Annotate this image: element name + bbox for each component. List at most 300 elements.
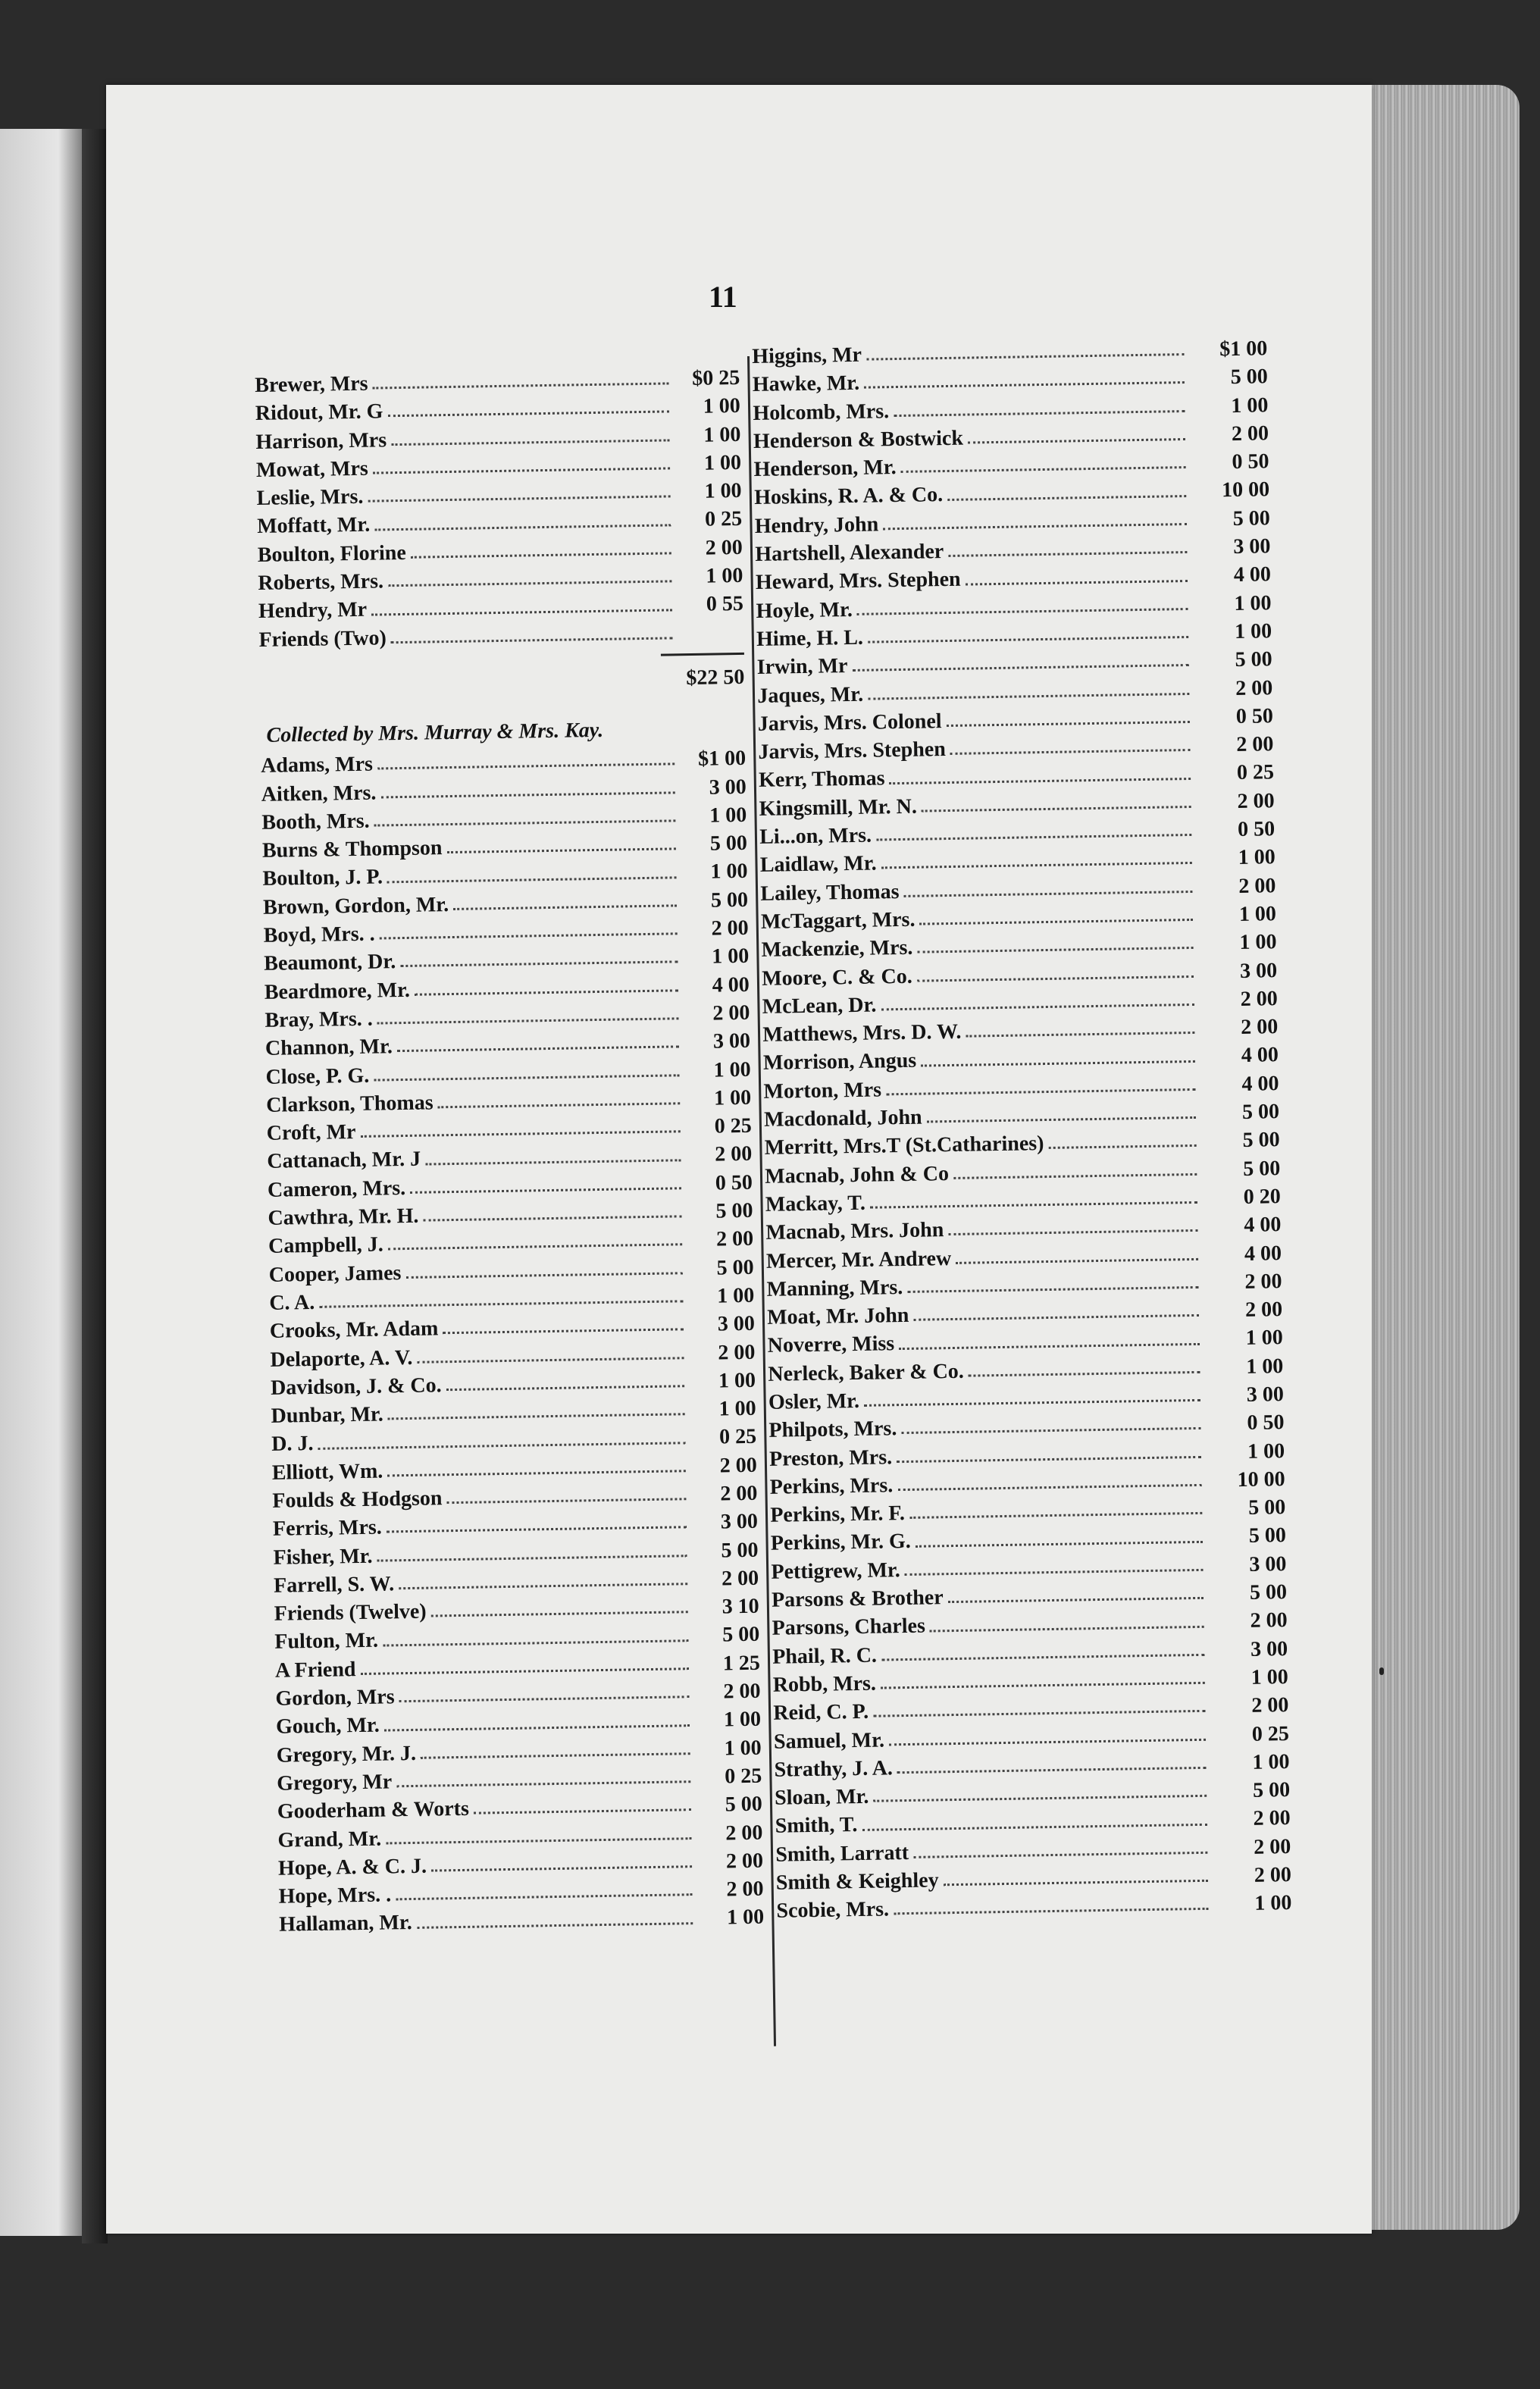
entry-name: Gregory, Mr [277,1770,393,1796]
dot-leader [921,1060,1195,1066]
entry-name: Boulton, Florine [257,540,407,567]
dot-leader [387,876,677,883]
entry-name: Holcomb, Mrs. [753,399,890,425]
dot-leader [913,1314,1199,1321]
dot-leader [399,1695,690,1702]
dot-leader [361,1131,681,1138]
collection-list [261,744,765,1939]
entry-amount: 2 00 [718,1340,756,1365]
entry-name: Croft, Mr [266,1120,356,1145]
entry-amount: 1 00 [1245,1326,1283,1351]
dot-leader [897,1456,1201,1463]
entry-name: Perkins, Mr. G. [770,1530,911,1556]
dot-leader [913,1852,1207,1858]
dot-leader [438,1102,681,1108]
entry-name: Davidson, J. & Co. [270,1373,442,1400]
entry-name: Close, P. G. [265,1063,370,1089]
entry-name: Moffatt, Mr. [256,513,371,539]
entry-name: Irwin, Mr [756,654,848,680]
entry-name: Leslie, Mrs. [256,484,364,511]
entry-amount: 1 00 [703,422,741,447]
entry-amount: 1 00 [710,859,748,885]
entry-name: Fisher, Mr. [273,1544,373,1570]
entry-name: Moat, Mr. John [766,1303,909,1329]
left-column [255,364,764,1940]
entry-amount: 5 00 [1241,1100,1280,1124]
entry-name: Morton, Mrs [763,1078,882,1104]
entry-name: Moore, C. & Co. [761,964,912,991]
dot-leader [417,1922,693,1929]
entry-amount: 1 00 [718,1396,756,1421]
dot-leader [922,806,1191,813]
entry-amount: 5 00 [1248,1523,1287,1548]
entry-amount: 2 00 [1251,1693,1289,1718]
entry-amount: 1 00 [1238,902,1277,926]
entry-name: Henderson, Mr. [753,456,897,482]
entry-name: Preston, Mrs. [768,1445,893,1471]
entry-name: Morrison, Angus [762,1049,917,1076]
dot-leader [948,551,1187,557]
entry-name: Brewer, Mrs [255,371,368,397]
dot-leader [431,1611,688,1617]
entry-amount: 3 00 [1233,534,1271,559]
entry-amount: $0 25 [691,365,740,390]
page-edges [1368,85,1520,2230]
entry-name: McTaggart, Mrs. [760,907,916,934]
entry-amount: 3 10 [721,1594,759,1619]
entry-amount: 3 00 [1249,1551,1287,1576]
entry-amount: 1 00 [704,479,742,503]
entry-name: Noverre, Miss [767,1332,895,1358]
dot-leader [966,580,1188,586]
dot-leader [873,1710,1205,1717]
entry-amount: 3 00 [709,775,747,800]
entry-name: Hope, A. & C. J. [277,1854,427,1880]
entry-amount: 1 00 [1234,590,1272,615]
dot-leader [905,1569,1204,1576]
dot-leader [410,1187,681,1194]
dot-leader [927,1116,1197,1123]
entry-name: Smith, T. [775,1813,858,1839]
entry-amount: 2 00 [1244,1269,1282,1294]
dot-leader [968,438,1185,444]
entry-name: McLean, Dr. [762,993,877,1019]
entry-name: Henderson & Bostwick [753,426,964,453]
entry-amount: 4 00 [1233,562,1272,587]
entry-amount: 2 00 [1237,788,1275,813]
dot-leader [391,637,673,643]
dot-leader [380,933,678,940]
entry-name: Manning, Mrs. [766,1275,903,1301]
entry-name: Strathy, J. A. [774,1756,894,1782]
entry-amount: 2 00 [726,1877,764,1902]
entry-amount: 1 00 [706,563,743,588]
dot-leader [948,1597,1204,1603]
dot-leader [386,1837,691,1844]
entry-name: Parsons, Charles [772,1614,926,1641]
entry-name: Macnab, John & Co [765,1161,950,1188]
entry-name: Boulton, J. P. [262,865,383,891]
entry-name: Ferris, Mrs. [272,1515,383,1542]
entry-amount: 0 50 [1247,1411,1285,1436]
entry-name: Lailey, Thomas [760,879,900,906]
entry-amount: 2 00 [720,1481,758,1506]
entry-amount: 3 00 [1246,1382,1285,1407]
dot-leader [377,1555,687,1561]
entry-amount: 0 25 [724,1764,762,1789]
entry-name: Heward, Mrs. Stephen [755,568,961,595]
entry-amount: 5 00 [725,1792,763,1817]
dot-leader [425,1159,681,1165]
entry-name: Scobie, Mrs. [776,1897,890,1924]
dot-leader [388,1413,685,1420]
entry-name: Burns & Thompson [261,836,443,863]
dot-leader [881,1004,1194,1010]
entry-name: Crooks, Mr. Adam [269,1317,439,1344]
dot-leader [453,904,677,910]
entry-name: Hallaman, Mr. [278,1911,412,1937]
entry-name: Kingsmill, Mr. N. [759,794,918,821]
dot-leader [953,1173,1197,1179]
entry-amount: 2 00 [715,1142,753,1167]
dot-leader [374,524,671,531]
entry-name: Clarkson, Thomas [265,1091,434,1117]
entry-amount: 10 00 [1237,1467,1285,1492]
entry-amount: 2 00 [1240,987,1278,1011]
entry-name: Bray, Mrs. . [264,1007,373,1032]
entry-amount: 2 00 [705,535,743,560]
dot-leader [917,975,1194,982]
dot-leader [397,1046,679,1053]
entry-amount: 1 00 [1250,1665,1288,1689]
dot-leader [894,410,1185,417]
dot-leader [876,834,1191,841]
dot-leader [373,467,670,474]
entry-amount: 1 00 [703,450,742,475]
dot-leader [907,1286,1198,1293]
dot-leader [909,1512,1202,1519]
entry-name: Smith & Keighley [775,1868,939,1895]
entry-amount: 4 00 [1241,1071,1279,1096]
dot-leader [388,581,671,587]
entry-amount: 0 25 [714,1113,752,1138]
dot-leader [318,1442,686,1450]
entry-amount: 0 25 [1251,1721,1290,1746]
dot-leader [890,778,1191,784]
dot-leader [377,1017,679,1024]
entry-amount: 1 00 [724,1736,762,1761]
entry-name: Smith, Larratt [775,1840,909,1867]
subtotal-amount: $22 50 [686,665,745,690]
dot-leader [947,495,1186,501]
dot-leader [870,1201,1197,1209]
entry-amount: 1 00 [1247,1439,1285,1464]
dot-leader [383,1639,688,1646]
collection-list-right [752,334,1292,1925]
dot-leader [423,1215,681,1221]
dot-leader [406,1272,683,1279]
entry-name: Pettigrew, Mr. [771,1558,900,1584]
entry-amount: 1 00 [1254,1891,1292,1916]
entry-amount: 2 00 [725,1849,764,1874]
entry-amount: 4 00 [1244,1213,1282,1238]
entry-amount: 5 00 [1235,647,1272,672]
entry-name: Osler, Mr. [768,1389,860,1414]
entry-amount: 1 00 [713,1057,751,1082]
entry-amount: 1 00 [709,803,747,828]
entry-amount: 0 50 [715,1170,753,1195]
dot-leader [853,664,1189,672]
dot-leader [396,1780,690,1787]
entry-name: Hoyle, Mr. [756,597,853,623]
dot-leader [899,1342,1200,1349]
entry-amount: 1 25 [722,1651,761,1676]
entry-name: Friends (Two) [258,625,387,652]
dot-leader [950,749,1191,755]
dot-leader [368,496,670,503]
entry-amount: 0 50 [1237,817,1276,842]
dot-leader [947,721,1190,727]
entry-name: Grand, Mr. [277,1827,382,1852]
entry-amount: $1 00 [697,747,747,772]
dot-leader [897,1767,1207,1774]
entry-name: Gordon, Mrs [275,1685,395,1711]
entry-name: Parsons & Brother [771,1586,944,1612]
entry-amount: 0 50 [1235,704,1274,728]
entry-name: Gooderham & Worts [277,1797,470,1824]
dot-leader [857,608,1188,615]
speck-mark [1379,1667,1384,1675]
entry-amount: 2 00 [721,1566,759,1591]
dot-leader [411,552,671,558]
dot-leader [384,1724,690,1731]
entry-amount: 1 00 [716,1283,755,1308]
dot-leader [377,763,675,770]
dot-leader [418,1357,684,1364]
entry-name: Robb, Mrs. [772,1671,877,1697]
entry-name: Foulds & Hodgson [272,1486,443,1513]
entry-amount: 2 00 [1254,1834,1291,1859]
entry-name: Dunbar, Mr. [271,1402,383,1428]
entry-name: Fulton, Mr. [274,1629,379,1655]
entry-amount: 4 00 [1241,1043,1279,1068]
entry-amount: 5 00 [710,888,749,913]
entry-amount: 2 00 [1236,732,1274,757]
entry-name: Harrison, Mrs [255,427,387,454]
entry-name: Hendry, Mr [258,598,368,624]
dot-leader [901,1427,1200,1434]
entry-name: Merritt, Mrs.T (St.Catharines) [764,1132,1044,1160]
entry-name: Li...on, Mrs. [759,823,872,849]
entry-name: Phail, R. C. [772,1643,878,1669]
entry-name: Mowat, Mrs [255,456,369,482]
entry-name: Boyd, Mrs. . [263,922,375,947]
entry-name: Ridout, Mr. G [255,399,383,426]
entry-name: Brown, Gordon, Mr. [262,892,449,919]
dot-leader [868,693,1189,700]
entry-amount: 1 00 [1252,1749,1290,1774]
entry-name: Macdonald, John [763,1105,922,1132]
entry-name: Jarvis, Mrs. Stephen [758,737,947,765]
entry-name: Hartshell, Alexander [755,540,944,567]
dot-leader [380,791,675,798]
entry-name: Aitken, Mrs. [261,781,377,806]
dot-leader [966,1032,1194,1038]
dot-leader [969,1371,1200,1377]
dot-leader [901,466,1186,473]
dot-leader [894,1908,1208,1915]
dot-leader [881,1682,1205,1689]
entry-name: Gouch, Mr. [275,1713,380,1739]
entry-amount: 3 00 [1239,958,1278,983]
dot-leader [399,1583,687,1589]
section-heading: Collected by Mrs. Murray & Mrs. Kay. [266,719,604,748]
entry-amount: 1 00 [1238,845,1276,870]
entry-amount: 5 00 [722,1623,760,1647]
entry-name: A Friend [274,1657,356,1683]
entry-amount: 0 55 [706,592,744,617]
dot-leader [415,989,678,995]
entry-amount: 1 00 [1239,930,1277,955]
entry-amount: 0 25 [718,1425,757,1449]
entry-amount: 2 00 [1250,1608,1288,1633]
entry-amount: 2 00 [1254,1863,1292,1887]
entry-amount: 3 00 [720,1510,759,1534]
entry-name: Hoskins, R. A. & Co. [753,483,944,510]
entry-name: Kerr, Thomas [758,766,885,793]
entry-amount: 5 00 [1252,1778,1291,1802]
entry-amount: 1 00 [723,1708,762,1732]
dot-leader [881,862,1192,869]
entry-amount: 5 00 [721,1538,759,1563]
entry-amount: 2 00 [1231,421,1269,446]
facing-page [0,129,83,2236]
dot-leader [387,1470,686,1476]
dot-leader [447,848,676,854]
entry-name: C. A. [269,1290,315,1315]
entry-name: Campbell, J. [268,1232,384,1259]
entry-amount: 2 00 [1244,1298,1283,1323]
dot-leader [883,523,1187,530]
dot-leader [948,1229,1197,1235]
entry-name: Roberts, Mrs. [258,569,384,596]
dot-leader [391,439,669,446]
dot-leader [889,1739,1206,1746]
entry-amount: 1 00 [718,1368,756,1393]
entry-amount: 10 00 [1221,477,1270,503]
entry-name: Macnab, Mrs. John [765,1218,944,1245]
dot-leader [930,1625,1204,1632]
dot-leader [474,1809,691,1815]
entry-amount: 2 00 [711,916,749,941]
dot-leader [956,1258,1198,1264]
entry-amount: 2 00 [1253,1806,1291,1831]
entry-name: Samuel, Mr. [773,1728,885,1754]
entry-amount: 1 00 [703,394,741,419]
dot-leader [881,1654,1204,1661]
right-column [752,334,1292,1925]
dot-leader [864,1399,1200,1407]
dot-leader [387,1526,687,1533]
page-number: 11 [709,280,737,314]
entry-name: Cawthra, Mr. H. [268,1204,419,1230]
continued-list [255,364,744,654]
dot-leader [388,1244,682,1251]
dot-leader [916,1540,1203,1547]
dot-leader [886,1088,1195,1095]
dot-leader [431,1865,692,1871]
entry-amount: 2 00 [1241,1015,1279,1040]
dot-leader [446,1385,684,1391]
entry-name: Cattanach, Mr. J [267,1148,421,1174]
entry-name: Channon, Mr. [264,1035,393,1061]
entry-name: Booth, Mrs. [261,809,370,834]
entry-amount: $1 00 [1219,337,1268,362]
entry-name: Mackenzie, Mrs. [761,935,913,963]
entry-amount: 0 50 [1232,449,1269,474]
entry-name: Perkins, Mr. F. [770,1501,906,1527]
entry-name: Beaumont, Dr. [264,950,396,976]
entry-amount: 0 25 [704,507,743,532]
entry-name: Cameron, Mrs. [267,1176,406,1202]
dot-leader [421,1752,690,1759]
entry-amount: 5 00 [1249,1580,1288,1605]
entry-amount: 1 00 [713,1085,752,1110]
entry-amount: 2 00 [723,1679,761,1704]
book-gutter [82,129,108,2243]
entry-name: Elliott, Wm. [271,1459,383,1485]
entry-amount: 1 00 [1231,393,1269,418]
dot-leader [374,819,676,826]
dot-leader [396,1893,692,1900]
dot-leader [868,636,1188,643]
dot-leader [864,381,1185,389]
dot-leader [387,411,668,418]
entry-name: Cooper, James [268,1260,402,1287]
entry-name: Reid, C. P. [773,1700,869,1726]
entry-amount: 1 00 [711,944,750,969]
entry-amount: 1 00 [726,1905,765,1930]
entry-name: Adams, Mrs [260,752,374,778]
entry-name: Sloan, Mr. [774,1784,869,1810]
entry-amount: 5 00 [1230,365,1269,390]
entry-amount: 4 00 [1244,1241,1282,1266]
dot-leader [920,919,1194,925]
entry-name: Gregory, Mr. J. [276,1741,417,1767]
dot-leader [371,609,672,615]
dot-leader [319,1300,683,1308]
dot-leader [917,947,1193,953]
entry-name: Jaques, Mr. [757,682,864,708]
entry-amount [678,639,744,640]
dot-leader [447,1498,687,1504]
entry-name: Friends (Twelve) [274,1599,427,1626]
dot-leader [944,1880,1208,1886]
entry-amount: 1 00 [1234,619,1272,644]
entry-name: Mercer, Mr. Andrew [765,1246,952,1273]
entry-amount: 3 00 [1250,1636,1288,1661]
entry-name: Delaporte, A. V. [270,1345,413,1372]
dot-leader [361,1667,689,1675]
dot-leader [1049,1144,1197,1149]
entry-name: Perkins, Mrs. [769,1473,894,1499]
entry-name: Matthews, Mrs. D. W. [762,1019,962,1047]
dot-leader [897,1484,1201,1491]
entry-name: Mackay, T. [765,1191,866,1216]
dot-leader [866,353,1184,361]
entry-name: D. J. [271,1432,314,1457]
dot-leader [904,891,1193,897]
